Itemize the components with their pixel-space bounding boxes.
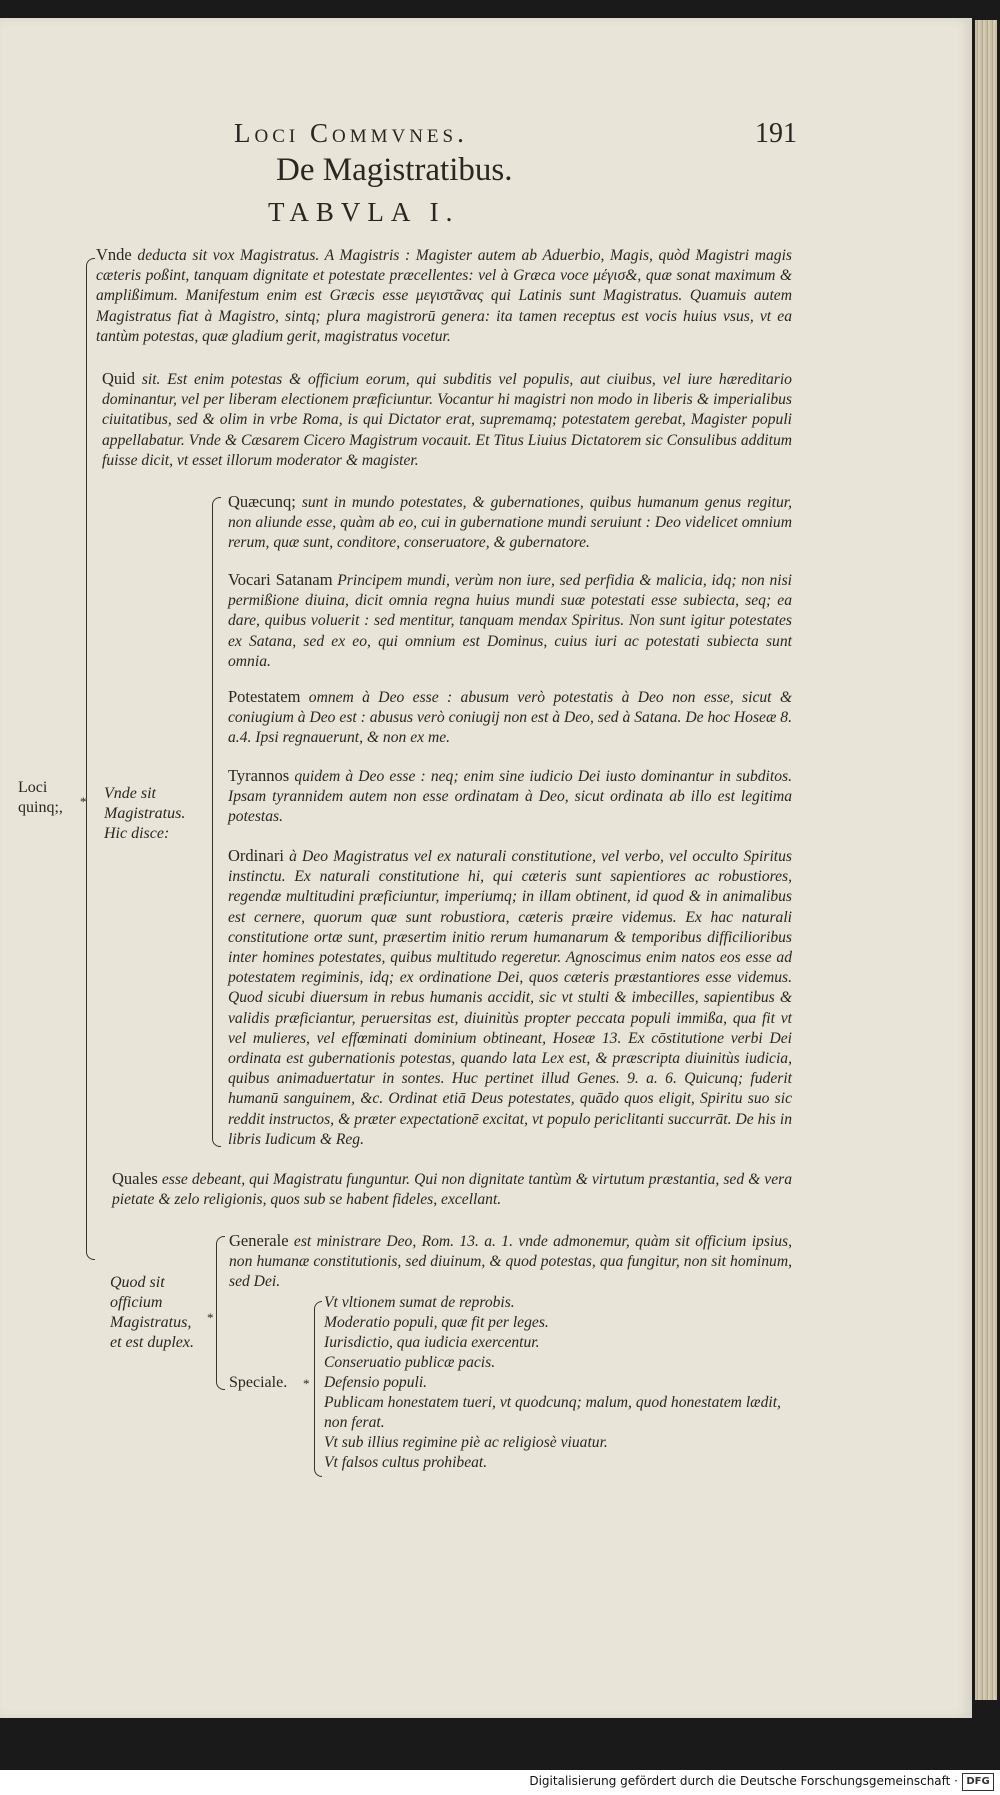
unde-sit-brace — [212, 497, 221, 1147]
speciale-item: Vt sub illius regimine piè ac religiosè viuatur. — [324, 1434, 608, 1451]
running-head: Loci Commvnes. — [234, 118, 468, 148]
speciale-item: Iurisdictio, qua iudicia exercentur. — [324, 1334, 540, 1351]
lead-word: Ordinari — [228, 846, 284, 865]
unde-sit-label: Vnde sit Magistratus. Hic disce: — [104, 785, 186, 842]
brace-tick: * — [80, 794, 87, 809]
margin-loci: Loci quinq;, — [18, 779, 63, 816]
footer-bar — [0, 1770, 1000, 1795]
speciale-brace — [314, 1301, 322, 1477]
lead-word: Generale — [229, 1231, 289, 1250]
brace-tick: * — [303, 1376, 310, 1391]
officium-brace — [216, 1236, 225, 1390]
officium-label: Quod sit officium Magistratus, et est duplex. — [110, 1274, 194, 1351]
lead-word: Quid — [102, 369, 135, 388]
unde-sit-item — [228, 492, 792, 554]
dfg-logo-icon: DFG — [962, 1773, 994, 1791]
item-text: quidem à Deo esse : neq; enim sine iudicio Dei iusto dominantur in subditos. Ipsam tyrannidem autem non esse ordinatam à Deo, sicut ordinata ab illo est legitima potestas. — [228, 768, 792, 826]
section-text: sit. Est enim potestas & officium eorum, qui subditis vel populis, aut ciuibus, vel iure hæreditario dominantur, vel per liberam electionem præficiuntur. Vocantur hi magistri non modo in liberis & imperialibus ciuitatibus, sed & olim in vrbe Roma, is qui Dictator erat, supremamq; potestatem gerebat, Magister populi appellabatur. Vnde & Cæsarem Cicero Magistrum vocauit. Et Titus Liuius Dictatorem sic Consulibus additum fuisse dicit, vt esset illorum moderator & magister. — [102, 371, 792, 469]
section-quales — [112, 1169, 792, 1210]
brace-tick: * — [207, 1310, 214, 1325]
unde-sit-item — [228, 766, 792, 828]
lead-word: Potestatem — [228, 687, 301, 706]
speciale-item: Vt vltionem sumat de reprobis. — [324, 1294, 515, 1311]
unde-sit-item — [228, 570, 792, 672]
funding-credit: Digitalisierung gefördert durch die Deutsche Forschungsgemeinschaft · — [529, 1774, 958, 1788]
item-text: sunt in mundo potestates, & gubernationes, quibus humanum genus regitur, non aliunde esse, quàm ab eo, cui in gubernatione mundi seruiunt : Deo videlicet omnium rerum, quæ sunt, conditore, conseruatore, & gubernatore. — [228, 494, 792, 552]
section-unde-deducta — [96, 245, 792, 347]
speciale-item: Vt falsos cultus prohibeat. — [324, 1454, 488, 1471]
lead-word: Tyrannos — [228, 766, 290, 785]
section-text: esse debeant, qui Magistratu funguntur. Qui non dignitate tantùm & virtutum præstantia, sed & vera pietate & zelo religionis, quos sub se habent fideles, excellant. — [112, 1171, 793, 1209]
speciale-label: Speciale. — [229, 1374, 288, 1391]
page-number: 191 — [755, 118, 797, 149]
lead-word: Vnde — [96, 245, 132, 264]
item-text: à Deo Magistratus vel ex naturali constitutione, vel verbo, vel occulto Spiritus instinctu. Ex naturali constitutione hi, qui cæteris sunt sapientiores ac robustiores, regendæ multitudini præficiuntur, imperiumq; in illam obtinent, id quod & in animalibus est cernere, quorum quæ sunt robustiora, cæteris præire videmus. Ex hac naturali constitutione ortæ sunt, præsertim initio rerum humanarum & temporibus difficilioribus inter homines potestates, quibus multitudo regeretur. Agnoscimus enim natos eos esse ad potestatem regiminis, idq; ex ordinatione Dei, quos cæteris præstantiores esse videmus. Quod sicubi diuersum in rebus humanis accidit, sic vt stulti & imbecilles, sapientibus & validis præficiantur, peruersitas est, diuinitùs propter peccata populi immißa, qua fit vt vel mulieres, vel effœminati dominium obtineant, Hoseæ 13. Ex cōstitutione verbi Dei ordinata est gubernationis potestas, quando lata Lex est, & præscripta diuinitùs iudicia, quibus animaduertatur in sontes. Huc pertinet illud Genes. 9. a. 6. Quicunq; fuderit humanū sanguinem, &c. Ordinat etiā Deus potestates, quādo quos eligit, Spiritu suo sic reddit instructos, & præter expectationē excitat, vt populo periclitanti succurrāt. De his in libris Iudicum & Reg. — [228, 848, 792, 1148]
speciale-item: Publicam honestatem tueri, vt quodcunq; malum, quod honestatem lædit, non ferat. — [324, 1394, 781, 1431]
item-text: Principem mundi, verùm non iure, sed perfidia & malicia, idq; non nisi permißione diuina, dicit omnia regna huius mundi suæ potestati esse subiecta, seq; ea dare, quibus voluerit : sed mentitur, tanquam mendax Spiritus. Non sunt igitur potestates ex Satana, sed ex eo, qui omnium est Dominus, cuius iuri ac potestati subiecta sunt omnia. — [228, 572, 792, 670]
main-brace — [86, 258, 95, 1260]
generale-text: est ministrare Deo, Rom. 13. a. 1. vnde admonemur, quàm sit officium ipsius, non humanæ constitutionis, sed diuinum, & quod potestas, qua fungitur, non sit hominum, sed Dei. — [229, 1233, 792, 1291]
page-edges — [975, 20, 997, 1700]
section-text: deducta sit vox Magistratus. A Magistris : Magister autem ab Aduerbio, Magis, quòd Magistri magis cæteris poßint, tanquam dignitate et potestate præcellentes: vel à Græca voce μέγισ&, quæ sonat maximum & amplißimum. Manifestum enim est Græcis esse μεγιστᾶνας qui Latinis sunt Magistratus. Quamuis autem Magistratus fiat à Magistro, sintq; plura magistrorū genera: ita tamen receptus est vocis huius vsus, vt ea tantùm potestas, quæ gladium gerit, magistratus vocetur. — [96, 247, 792, 345]
speciale-item: Defensio populi. — [324, 1374, 428, 1391]
lead-word: Vocari Satanam — [228, 570, 333, 589]
unde-sit-item — [228, 846, 792, 1150]
lead-word: Quales — [112, 1169, 158, 1188]
officium-generale — [229, 1231, 792, 1293]
table-title: TABVLA I. — [268, 197, 460, 227]
speciale-item: Moderatio populi, quæ fit per leges. — [324, 1314, 549, 1331]
section-quid-sit — [102, 369, 792, 471]
chapter-title: De Magistratibus. — [276, 152, 513, 188]
lead-word: Quæcunq; — [228, 492, 296, 511]
unde-sit-item — [228, 687, 792, 749]
item-text: omnem à Deo esse : abusum verò potestatis à Deo non esse, sicut & coniugium à Deo est : abusus verò coniugij non est à Deo, sed à Satana. De hoc Hoseæ 8. a.4. Ipsi regnauerunt, & non ex me. — [228, 689, 792, 747]
speciale-item: Conseruatio publicæ pacis. — [324, 1354, 496, 1371]
